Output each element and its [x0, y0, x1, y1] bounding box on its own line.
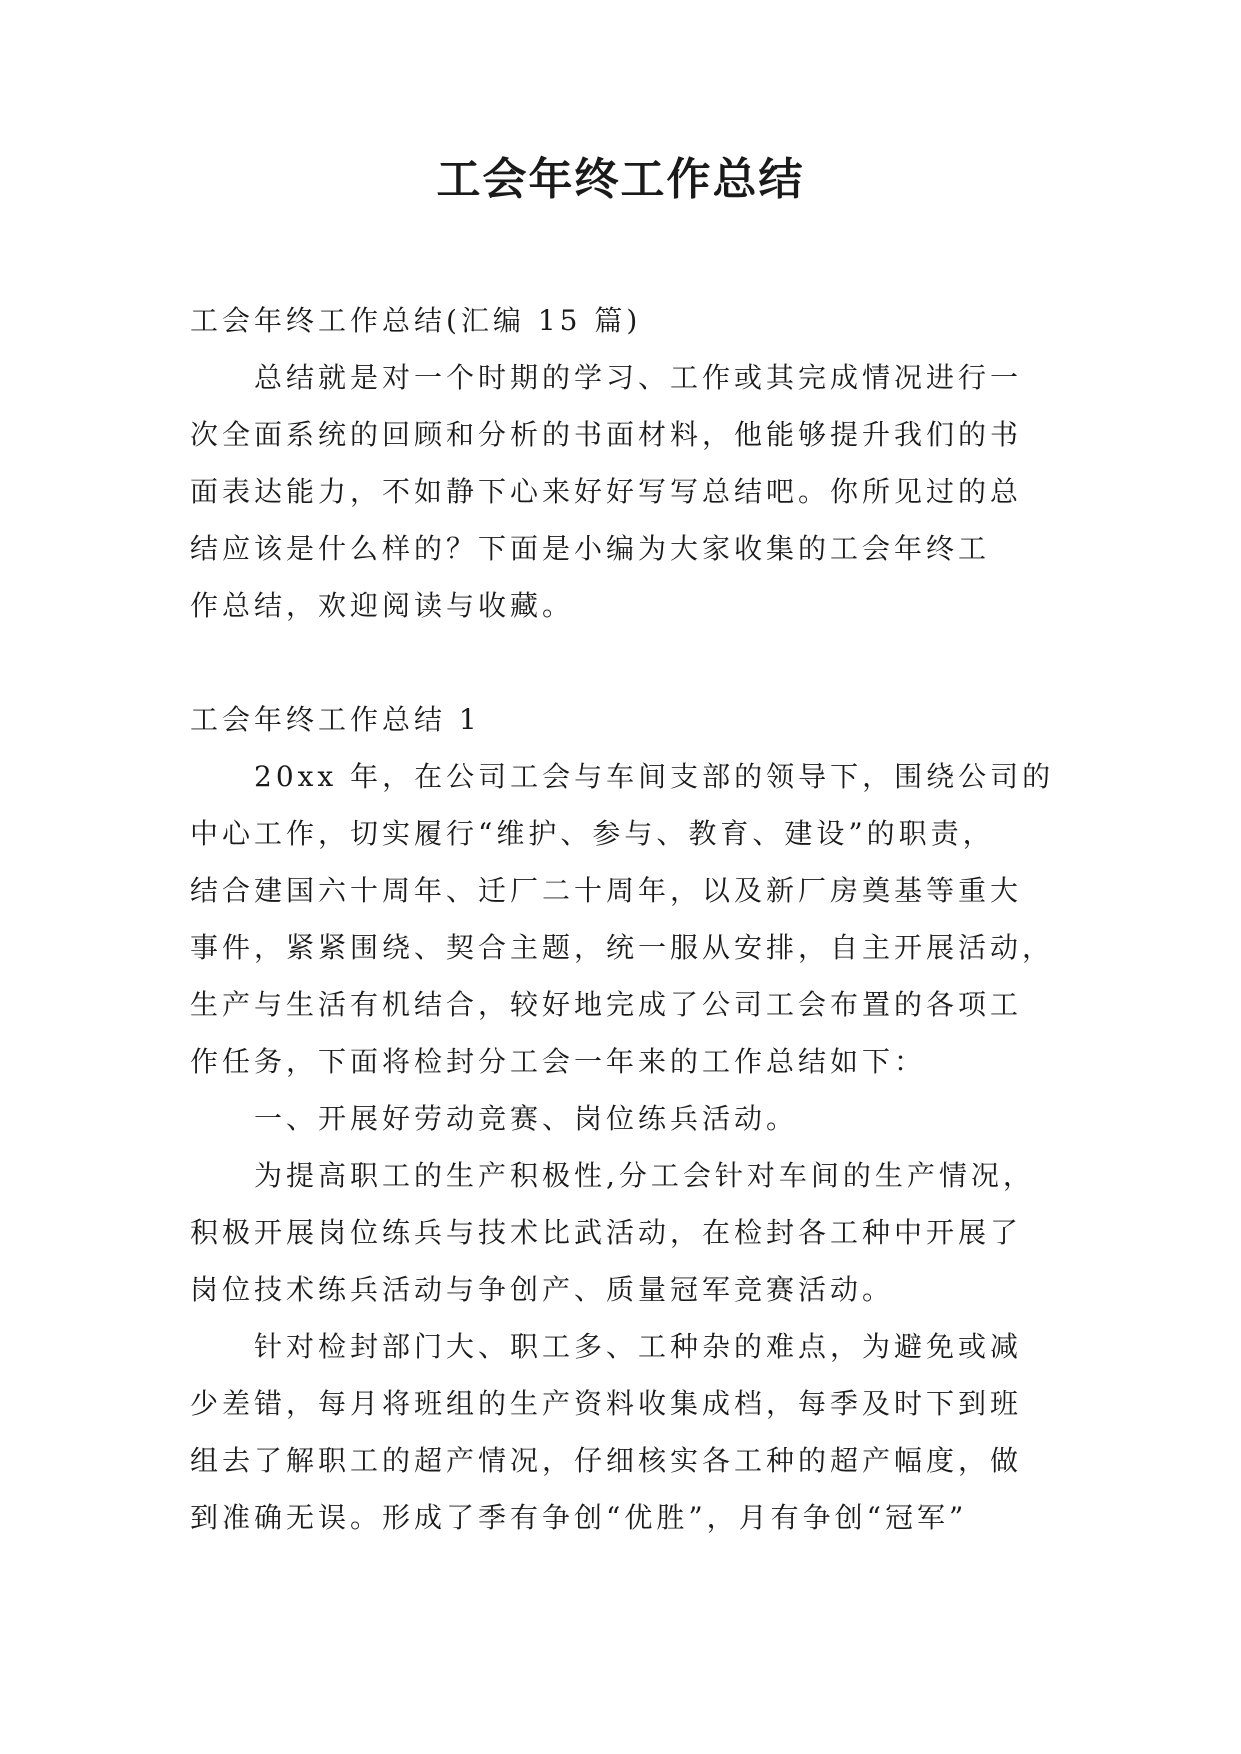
- paragraph-line: 结合建国六十周年、迁厂二十周年，以及新厂房奠基等重大: [190, 874, 1023, 907]
- intro-line: 结应该是什么样的？下面是小编为大家收集的工会年终工: [190, 532, 991, 565]
- paragraph-line: 岗位技术练兵活动与争创产、质量冠军竞赛活动。: [190, 1273, 895, 1306]
- paragraph-line: 中心工作，切实履行“维护、参与、教育、建设”的职责，: [190, 817, 995, 850]
- paragraph-line: 作任务，下面将检封分工会一年来的工作总结如下：: [190, 1045, 927, 1078]
- paragraph-line: 少差错，每月将班组的生产资料收集成档，每季及时下到班: [190, 1387, 1023, 1420]
- paragraph-line: 生产与生活有机结合，较好地完成了公司工会布置的各项工: [190, 988, 1023, 1021]
- intro-line: 总结就是对一个时期的学习、工作或其完成情况进行一: [254, 361, 1023, 394]
- paragraph-line: 20xx 年，在公司工会与车间支部的领导下，围绕公司的: [254, 760, 1055, 793]
- paragraph-line: 事件，紧紧围绕、契合主题，统一服从安排，自主开展活动，: [190, 931, 1055, 964]
- paragraph-line: 针对检封部门大、职工多、工种杂的难点，为避免或减: [254, 1330, 1023, 1363]
- intro-line: 次全面系统的回顾和分析的书面材料，他能够提升我们的书: [190, 418, 1023, 451]
- intro-line: 作总结，欢迎阅读与收藏。: [190, 589, 575, 622]
- subtitle: 工会年终工作总结(汇编 15 篇): [190, 304, 642, 337]
- intro-line: 面表达能力，不如静下心来好好写写总结吧。你所见过的总: [190, 475, 1023, 508]
- paragraph-line: 到准确无误。形成了季有争创“优胜”，月有争创“冠军”: [190, 1501, 968, 1534]
- section-heading: 工会年终工作总结 1: [190, 703, 481, 736]
- paragraph-gap: [190, 634, 1060, 691]
- paragraph-line: 为提高职工的生产积极性,分工会针对车间的生产情况，: [254, 1159, 1035, 1192]
- document-body: [190, 292, 1060, 1546]
- paragraph-line: 组去了解职工的超产情况，仔细核实各工种的超产幅度，做: [190, 1444, 1023, 1477]
- paragraph-line: 积极开展岗位练兵与技术比武活动，在检封各工种中开展了: [190, 1216, 1023, 1249]
- document-title: 工会年终工作总结: [436, 154, 805, 205]
- list-item-heading: 一、开展好劳动竞赛、岗位练兵活动。: [254, 1102, 799, 1135]
